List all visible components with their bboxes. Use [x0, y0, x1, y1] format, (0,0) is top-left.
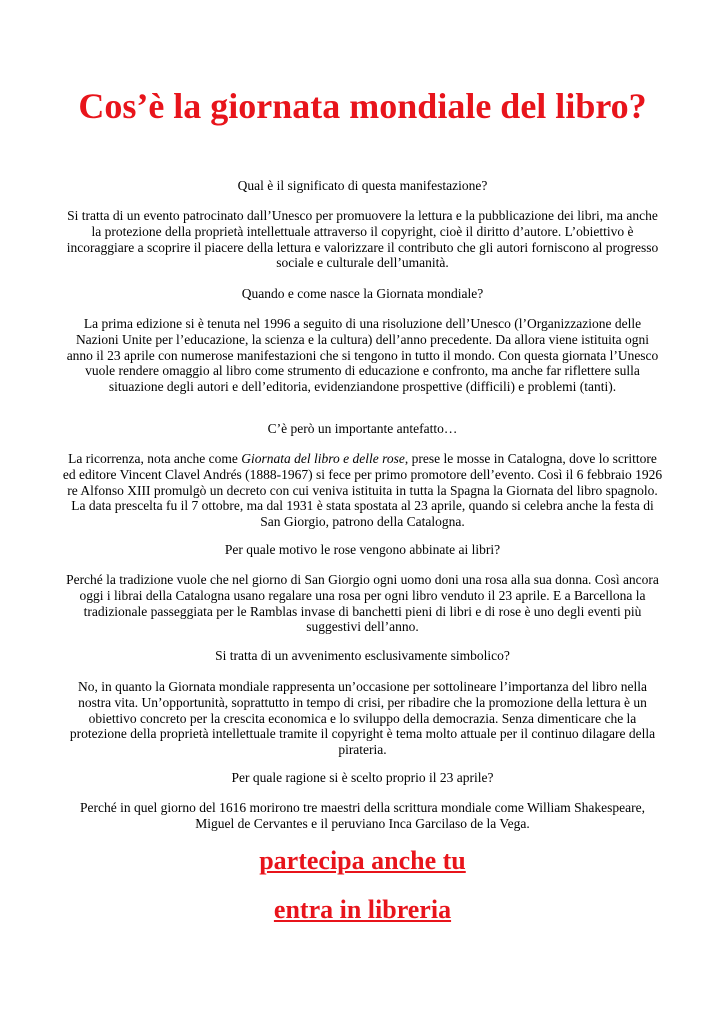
question-1: Qual è il significato di questa manifestazione? — [237, 178, 488, 193]
question-4: Per quale motivo le rose vengono abbinate ai libri? — [224, 542, 501, 557]
answer-3 — [62, 451, 663, 530]
answer-5: No, in quanto la Giornata mondiale rappresenta un’occasione per sottolineare l’importanza del libro nella nostra vita. Un’opportunità, soprattutto in tempo di crisi, per ribadire che la promozione della lettura è un obiettivo concreto per la crescita economica e lo sviluppo della democrazia. Senza dimenticare che la protezione della proprietà intellettuale tramite il copyright è tema molto attuale per il continuo dilagare della pirateria. — [69, 679, 656, 758]
answer-3-intro: La ricorrenza, nota anche come — [68, 451, 242, 466]
cta-libreria: entra in libreria — [273, 895, 452, 924]
page-title: Cos’è la giornata mondiale del libro? — [78, 86, 647, 126]
question-5: Si tratta di un avvenimento esclusivamente simbolico? — [215, 648, 510, 663]
answer-2: La prima edizione si è tenuta nel 1996 a seguito di una risoluzione dell’Unesco (l’Organizzazione delle Nazioni Unite per l’educazione, la scienza e la cultura) dell’anno precedente. Da allora viene istituita ogni anno il 23 aprile con numerose manifestazioni che si tengono in tutto il mondo. Con questa giornata l’Unesco vuole rendere omaggio al libro come strumento di educazione e confronto, ma anche far riflettere sulla situazione degli autori e dell’editoria, evidenziandone prospettive (difficili) e problemi (tanti). — [66, 316, 659, 395]
answer-3-italic-title: Giornata del libro e delle rose — [241, 451, 405, 466]
answer-6: Perché in quel giorno del 1616 morirono tre maestri della scrittura mondiale come William Shakespeare, Miguel de Cervantes e il peruviano Inca Garcilaso de la Vega. — [80, 800, 645, 831]
answer-4: Perché la tradizione vuole che nel giorno di San Giorgio ogni uomo doni una rosa alla sua donna. Così ancora oggi i librai della Catalogna usano regalare una rosa per ogni libro venduto il 23 aprile. E a Barcellona la tradizionale passeggiata per le Ramblas invase di banchetti pieni di libri e di rose è uno degli eventi più suggestivi dell’anno. — [66, 572, 659, 635]
answer-3-rest: , prese le mosse in Catalogna, dove lo scrittore ed editore Vincent Clavel Andrés (1888-1967) si fece per primo promotore dell’evento. Così il 6 febbraio 1926 re Alfonso XIII promulgò un decreto con cui veniva istituita in tutta la Spagna la Giornata del libro spagnolo. La data prescelta fu il 7 ottobre, ma dal 1931 è stata spostata al 23 aprile, quando si celebra anche la festa di San Giorgio, patrono della Catalogna. — [62, 451, 663, 530]
question-2: Quando e come nasce la Giornata mondiale? — [241, 286, 484, 301]
question-6: Per quale ragione si è scelto proprio il 23 aprile? — [231, 770, 494, 785]
question-3: C’è però un importante antefatto… — [267, 421, 458, 436]
cta-partecipa: partecipa anche tu — [259, 846, 466, 875]
answer-1: Si tratta di un evento patrocinato dall’Unesco per promuovere la lettura e la pubblicazione dei libri, ma anche la protezione della proprietà intellettuale attraverso il copyright, cioè il diritto d’autore. L’obiettivo è incoraggiare a scoprire il piacere della lettura e valorizzare il contributo che gli autori forniscono al progresso sociale e culturale dell’umanità. — [66, 208, 659, 271]
